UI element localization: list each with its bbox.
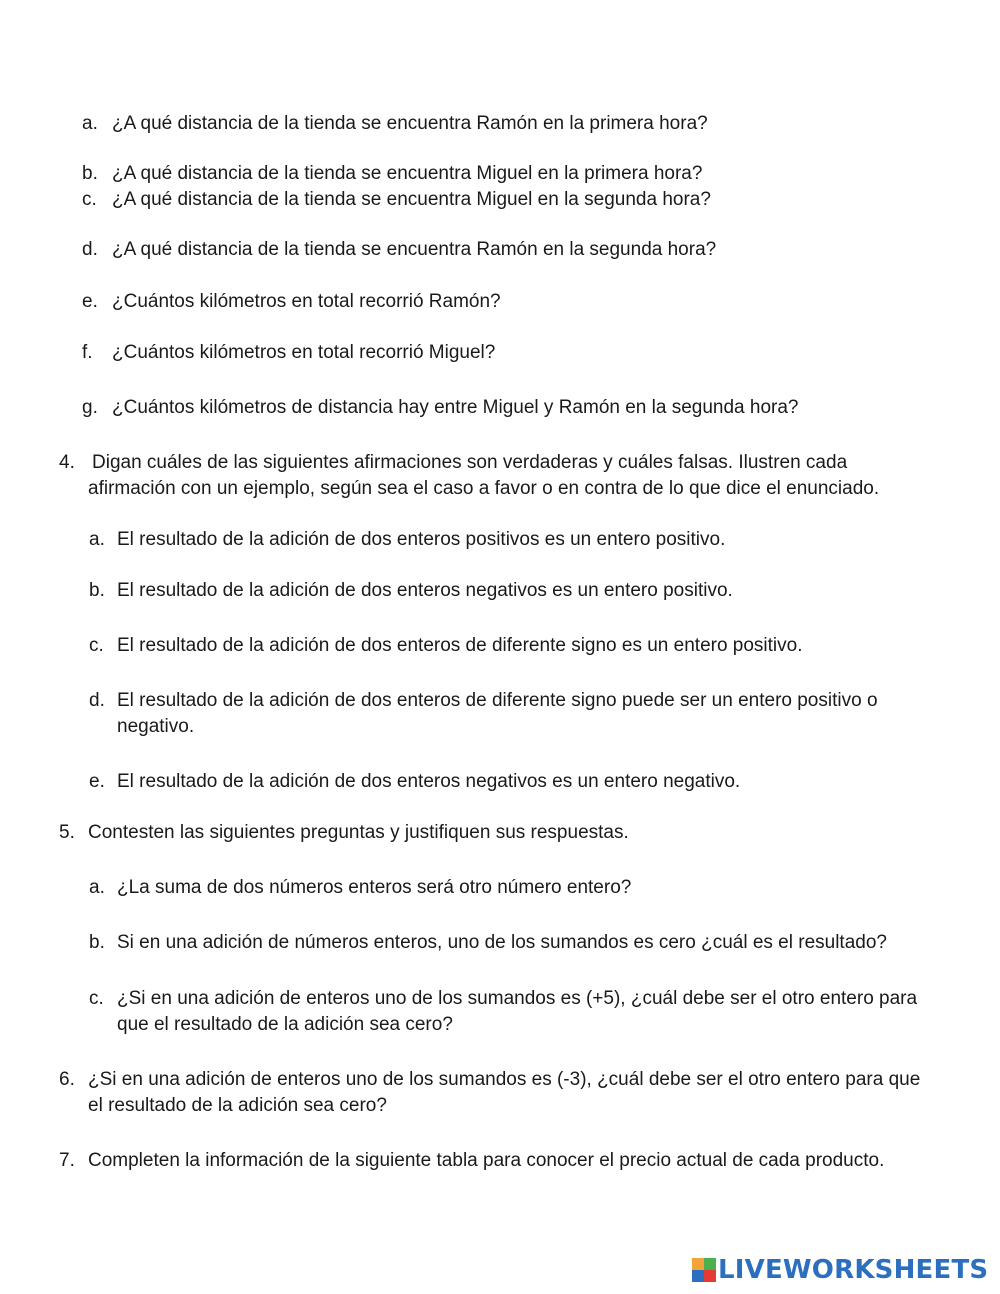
q7-text: Completen la información de la siguiente tabla para conocer el precio actual de cada producto. (88, 1150, 885, 1171)
q3-item-text: ¿A qué distancia de la tienda se encuentra Ramón en la segunda hora? (112, 239, 717, 260)
q3-item-label: c. (82, 189, 97, 210)
q4-item-text: El resultado de la adición de dos enteros de diferente signo puede ser un entero positivo o (117, 690, 878, 711)
logo-text: LIVEWORKSHEETS (718, 1255, 989, 1285)
q3-item-label: g. (82, 397, 98, 418)
q5-item-label: b. (89, 932, 105, 953)
q4-item-text: El resultado de la adición de dos enteros de diferente signo es un entero positivo. (117, 635, 803, 656)
q3-item-label: f. (82, 342, 93, 363)
q3-item-text: ¿Cuántos kilómetros en total recorrió Miguel? (112, 342, 496, 363)
logo-mark-square (692, 1270, 704, 1282)
q4-number: 4. (59, 452, 75, 473)
q4-item-label: e. (89, 771, 105, 792)
q4-item-label: c. (89, 635, 104, 656)
q6-text-line1: ¿Si en una adición de enteros uno de los sumandos es (-3), ¿cuál debe ser el otro entero para que (88, 1069, 921, 1090)
q5-item-label: a. (89, 877, 105, 898)
q4-item-text: El resultado de la adición de dos enteros negativos es un entero positivo. (117, 580, 733, 601)
logo-mark-square (704, 1258, 716, 1270)
q5-item-text: Si en una adición de números enteros, uno de los sumandos es cero ¿cuál es el resultado? (117, 932, 887, 953)
q3-item-text: ¿Cuántos kilómetros en total recorrió Ramón? (112, 291, 501, 312)
q4-text-line2: afirmación con un ejemplo, según sea el caso a favor o en contra de lo que dice el enunciado. (88, 478, 880, 499)
q5-item-text-cont: que el resultado de la adición sea cero? (117, 1014, 453, 1035)
liveworksheets-logo (692, 1254, 988, 1286)
q4-item-text: El resultado de la adición de dos enteros positivos es un entero positivo. (117, 529, 726, 550)
q3-item-label: e. (82, 291, 98, 312)
logo-mark-square (704, 1270, 716, 1282)
q4-text-line1: Digan cuáles de las siguientes afirmaciones son verdaderas y cuáles falsas. Ilustren cada (92, 452, 848, 473)
q6-text-line2: el resultado de la adición sea cero? (88, 1095, 387, 1116)
q3-item-text: ¿Cuántos kilómetros de distancia hay entre Miguel y Ramón en la segunda hora? (112, 397, 799, 418)
q5-item-text: ¿Si en una adición de enteros uno de los sumandos es (+5), ¿cuál debe ser el otro entero para (117, 988, 918, 1009)
q6-number: 6. (59, 1069, 75, 1090)
q4-item-label: b. (89, 580, 105, 601)
q3-item-text: ¿A qué distancia de la tienda se encuentra Miguel en la segunda hora? (112, 189, 711, 210)
q3-item-text: ¿A qué distancia de la tienda se encuentra Miguel en la primera hora? (112, 163, 703, 184)
q7-number: 7. (59, 1150, 75, 1171)
q5-number: 5. (59, 822, 75, 843)
q4-item-label: a. (89, 529, 105, 550)
q4-item-text: El resultado de la adición de dos enteros negativos es un entero negativo. (117, 771, 741, 792)
q3-item-label: b. (82, 163, 98, 184)
q3-item-label: d. (82, 239, 98, 260)
logo-mark-square (692, 1258, 704, 1270)
q3-item-text: ¿A qué distancia de la tienda se encuentra Ramón en la primera hora? (112, 113, 708, 134)
liveworksheets-logo-mark-icon (692, 1258, 716, 1282)
q4-item-text-cont: negativo. (117, 716, 195, 737)
q4-item-label: d. (89, 690, 105, 711)
q5-item-label: c. (89, 988, 104, 1009)
q5-text: Contesten las siguientes preguntas y justifiquen sus respuestas. (88, 822, 629, 843)
q5-item-text: ¿La suma de dos números enteros será otro número entero? (117, 877, 632, 898)
q3-item-label: a. (82, 113, 98, 134)
